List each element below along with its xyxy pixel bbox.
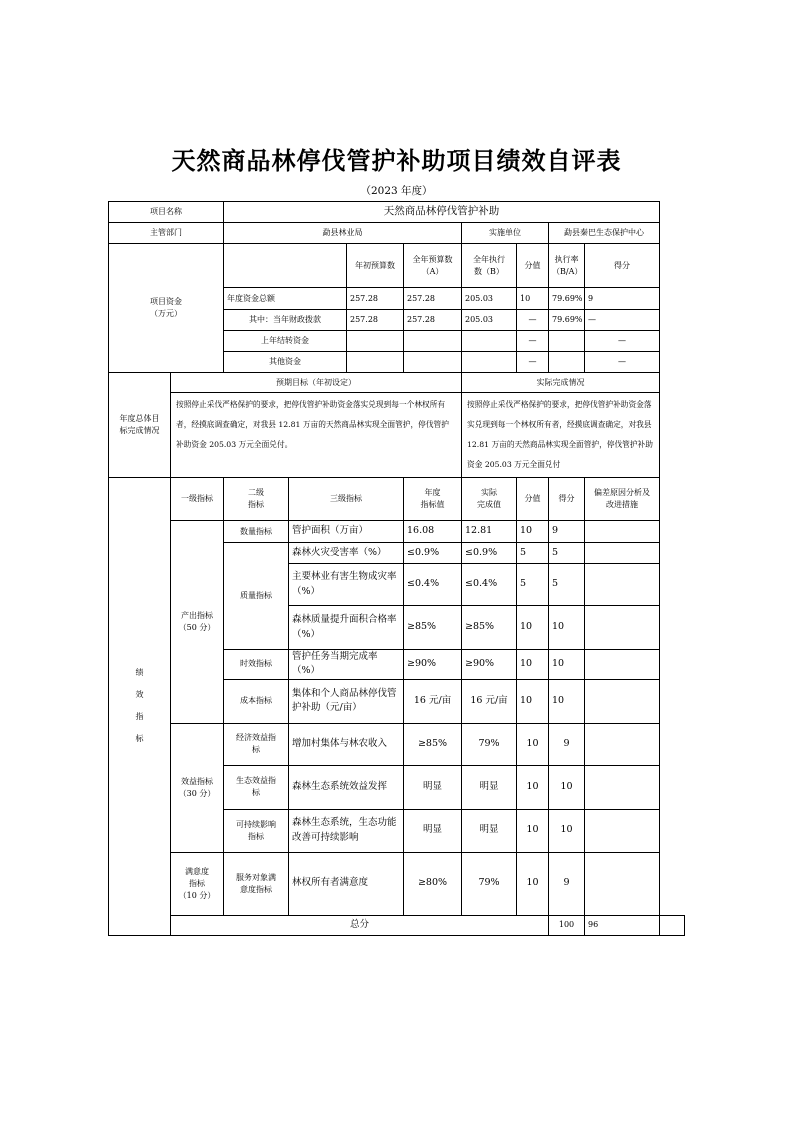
score-value: 10	[517, 521, 549, 543]
points-value: 9	[549, 852, 585, 915]
level1-header: 一级指标	[171, 478, 224, 521]
score-value: 10	[517, 679, 549, 723]
points-value: 5	[549, 543, 585, 564]
target-value: ≤0.4%	[404, 564, 462, 606]
expected-goal-header: 预期目标（年初设定）	[171, 373, 462, 393]
page-title: 天然商品林停伐管护补助项目绩效自评表	[171, 147, 622, 175]
cell-initial: 257.28	[347, 310, 404, 331]
points-value: 9	[549, 521, 585, 543]
indicator-name: 森林火灾受害率（%）	[289, 543, 404, 564]
target-value: 明显	[404, 765, 462, 809]
header-annual: 全年预算数 （A）	[404, 244, 462, 288]
cell-initial	[347, 352, 404, 373]
row-perf-header	[109, 478, 685, 521]
header-exec: 全年执行 数（B）	[462, 244, 517, 288]
cell-exec: 205.03	[462, 310, 517, 331]
points-header: 得分	[549, 478, 585, 521]
actual-value: 明显	[462, 809, 517, 852]
target-header: 年度 指标值	[404, 478, 462, 521]
target-value: 明显	[404, 809, 462, 852]
indicator-name: 森林质量提升面积合格率 （%）	[289, 606, 404, 650]
score-value: 10	[517, 809, 549, 852]
cell-exec	[462, 331, 517, 352]
cell-score: —	[517, 352, 549, 373]
row-econ-benefit	[109, 723, 685, 765]
points-value: 10	[549, 650, 585, 680]
score-value: 10	[517, 765, 549, 809]
target-value: ≥85%	[404, 606, 462, 650]
score-value: 10	[517, 606, 549, 650]
indicator-name: 集体和个人商品林停伐管 护补助（元/亩）	[289, 679, 404, 723]
impl-label: 实施单位	[462, 223, 549, 244]
total-label: 总分	[171, 915, 549, 935]
satisfaction-sub-label: 服务对象满 意度指标	[224, 852, 289, 915]
indicator-name: 森林生态系统效益发挥	[289, 765, 404, 809]
row-satisfaction	[109, 852, 685, 915]
econ-label: 经济效益指 标	[224, 723, 289, 765]
cell-points: 9	[585, 288, 660, 310]
cell-exec	[462, 352, 517, 373]
cell-rate	[549, 331, 585, 352]
cell-score: —	[517, 331, 549, 352]
row-department	[109, 223, 685, 244]
row-quantity	[109, 521, 685, 543]
row-total	[109, 915, 685, 935]
actual-value: 79%	[462, 852, 517, 915]
year-subtitle: （2023 年度）	[360, 185, 433, 197]
cell-exec: 205.03	[462, 288, 517, 310]
target-value: 16.08	[404, 521, 462, 543]
row-project-name	[109, 202, 685, 223]
actual-goal-header: 实际完成情况	[462, 373, 660, 393]
row-funds-header	[109, 244, 685, 288]
actual-value: 16 元/亩	[462, 679, 517, 723]
actual-value: 明显	[462, 765, 517, 809]
actual-goal-text: 按照停止采伐严格保护的要求，把停伐管护补助资金落实兑现到每一个林权所有者，经摸底调查确定，对我县 12.81 万亩的天然商品林实现全面管护，停伐管护补助资金 205.03 万元全面兑付	[462, 393, 660, 478]
total-score: 100	[549, 915, 585, 935]
actual-value: ≤0.4%	[462, 564, 517, 606]
score-value: 5	[517, 543, 549, 564]
indicator-name: 管护任务当期完成率（%）	[289, 650, 404, 680]
benefit-label: 效益指标 （30 分）	[171, 723, 224, 852]
actual-value: 79%	[462, 723, 517, 765]
indicator-name: 林权所有者满意度	[289, 852, 404, 915]
goals-label: 年度总体目 标完成情况	[109, 373, 171, 478]
cell-rate: 79.69%	[549, 310, 585, 331]
cell-points: —	[585, 310, 660, 331]
actual-header: 实际 完成值	[462, 478, 517, 521]
cell-annual	[404, 352, 462, 373]
header-initial: 年初预算数	[347, 244, 404, 288]
indicator-name: 主要林业有害生物成灾率 （%）	[289, 564, 404, 606]
impl-value: 勐县秦巴生态保护中心	[549, 223, 660, 244]
cell-annual	[404, 331, 462, 352]
eco-label: 生态效益指 标	[224, 765, 289, 809]
dept-value: 勐县林业局	[224, 223, 462, 244]
points-value: 10	[549, 765, 585, 809]
cell-initial: 257.28	[347, 288, 404, 310]
time-label: 时效指标	[224, 650, 289, 680]
target-value: 16 元/亩	[404, 679, 462, 723]
points-value: 10	[549, 679, 585, 723]
total-points: 96	[585, 915, 660, 935]
cell-annual: 257.28	[404, 310, 462, 331]
score-header: 分值	[517, 478, 549, 521]
score-value: 5	[517, 564, 549, 606]
quantity-label: 数量指标	[224, 521, 289, 543]
funds-row-label: 其他资金	[224, 352, 347, 373]
funds-section-label: 项目资金 （万元）	[109, 244, 224, 373]
points-value: 5	[549, 564, 585, 606]
header-score: 分值	[517, 244, 549, 288]
row-goals-text	[109, 393, 685, 478]
points-value: 10	[549, 809, 585, 852]
funds-row-label: 年度资金总额	[224, 288, 347, 310]
score-value: 10	[517, 852, 549, 915]
actual-value: ≥85%	[462, 606, 517, 650]
perf-side-label: 绩 效 指 标	[109, 478, 171, 936]
cost-label: 成本指标	[224, 679, 289, 723]
actual-value: 12.81	[462, 521, 517, 543]
actual-value: ≤0.9%	[462, 543, 517, 564]
cell-score: 10	[517, 288, 549, 310]
cell-points: —	[585, 352, 660, 373]
target-value: ≤0.9%	[404, 543, 462, 564]
indicator-name: 增加村集体与林农收入	[289, 723, 404, 765]
cell-score: —	[517, 310, 549, 331]
sustain-label: 可持续影响 指标	[224, 809, 289, 852]
project-name-value: 天然商品林停伐管护补助	[224, 202, 660, 223]
row-goals-header	[109, 373, 685, 393]
target-value: ≥85%	[404, 723, 462, 765]
score-value: 10	[517, 650, 549, 680]
satisfaction-label: 满意度 指标 （10 分）	[171, 852, 224, 915]
evaluation-table	[108, 201, 685, 936]
cell-annual: 257.28	[404, 288, 462, 310]
points-value: 9	[549, 723, 585, 765]
target-value: ≥80%	[404, 852, 462, 915]
level3-header: 三级指标	[289, 478, 404, 521]
target-value: ≥90%	[404, 650, 462, 680]
header-rate: 执行率 （B/A）	[549, 244, 585, 288]
funds-row-label: 其中：当年财政拨款	[224, 310, 347, 331]
quality-label: 质量指标	[224, 543, 289, 650]
actual-value: ≥90%	[462, 650, 517, 680]
cell-points: —	[585, 331, 660, 352]
dept-label: 主管部门	[109, 223, 224, 244]
output-label: 产出指标 （50 分）	[171, 521, 224, 724]
project-name-label: 项目名称	[109, 202, 224, 223]
expected-goal-text: 按照停止采伐严格保护的要求，把停伐管护补助资金落实兑现到每一个林权所有者，经摸底调查确定，对我县 12.81 万亩的天然商品林实现全面管护，停伐管护补助资金 205.03 万元全面兑付。	[171, 393, 462, 478]
indicator-name: 森林生态系统，生态功能 改善可持续影响	[289, 809, 404, 852]
deviation-header: 偏差原因分析及 改进措施	[585, 478, 660, 521]
indicator-name: 管护面积（万亩）	[289, 521, 404, 543]
score-value: 10	[517, 723, 549, 765]
cell-rate	[549, 352, 585, 373]
cell-rate: 79.69%	[549, 288, 585, 310]
cell-initial	[347, 331, 404, 352]
header-points: 得分	[585, 244, 660, 288]
level2-header: 二级 指标	[224, 478, 289, 521]
points-value: 10	[549, 606, 585, 650]
funds-row-label: 上年结转资金	[224, 331, 347, 352]
